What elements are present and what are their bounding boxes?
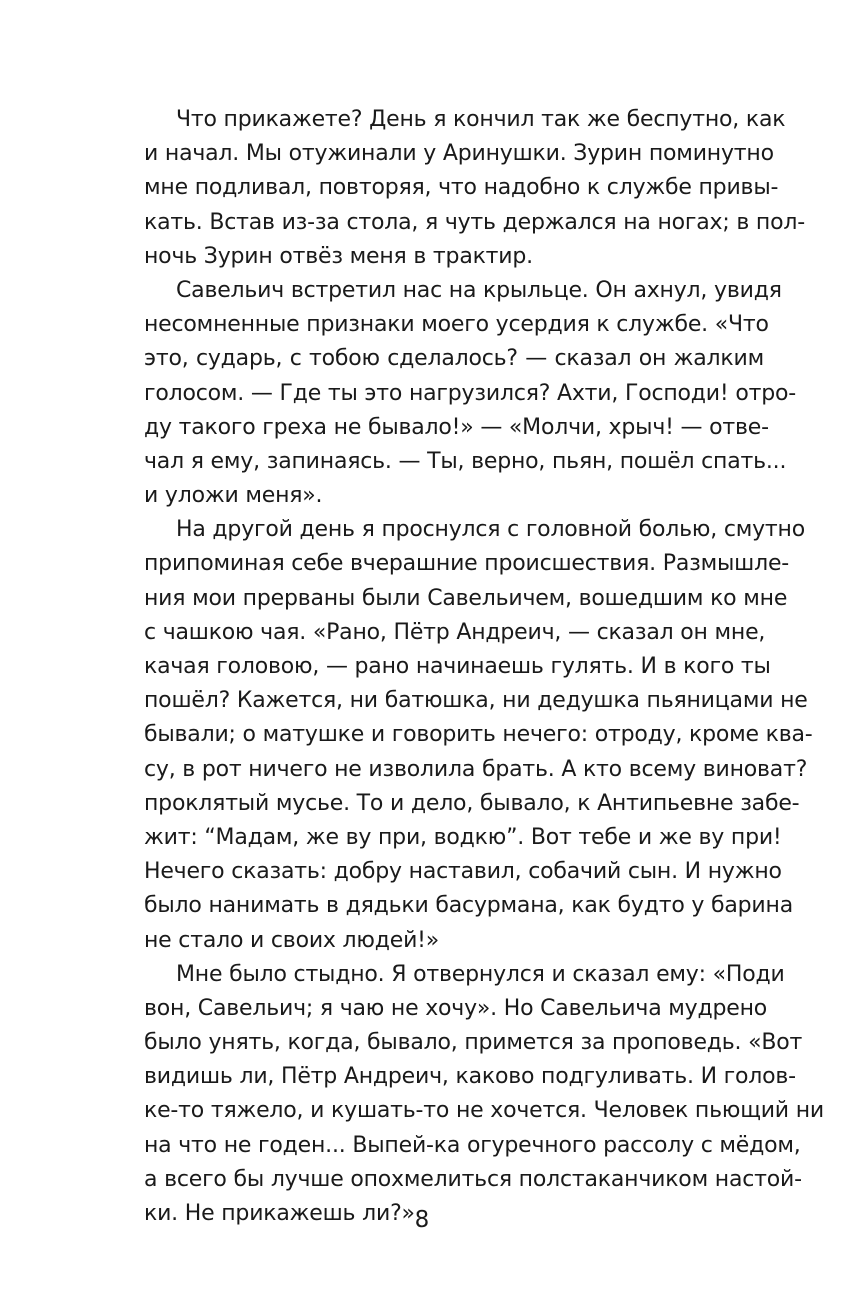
paragraph-1-line-4: кать. Встав из-за стола, я чуть держался на ногах; в пол- xyxy=(144,209,805,235)
paragraph-1-line-2: и начал. Мы отужинали у Аринушки. Зурин поминутно xyxy=(144,141,774,167)
paragraph-4-line-6: на что не годен... Выпей-ка огуречного рассолу с мёдом, xyxy=(144,1132,801,1158)
paragraph-4-line-1: Мне было стыдно. Я отвернулся и сказал ему: «Поди xyxy=(176,961,785,987)
paragraph-3-line-2: припоминая себе вчерашние происшествия. Размышле- xyxy=(144,551,790,577)
page-number: 8 xyxy=(414,1207,430,1233)
paragraph-3-line-8: су, в рот ничего не изволила брать. А кто всему виноват? xyxy=(144,756,808,782)
paragraph-3-line-12: было нанимать в дядьки басурмана, как будто у барина xyxy=(144,893,793,919)
paragraph-2-line-6: чал я ему, запинаясь. — Ты, верно, пьян, пошёл спать... xyxy=(144,448,787,474)
paragraph-2-line-3: это, сударь, с тобою сделалось? — сказал он жалким xyxy=(144,346,764,372)
paragraph-4-line-7: а всего бы лучше опохмелиться полстаканчиком настой- xyxy=(144,1166,802,1192)
paragraph-2-line-5: ду такого греха не бывало!» — «Молчи, хрыч! — отве- xyxy=(144,414,769,440)
paragraph-2-line-4: голосом. — Где ты это нагрузился? Ахти, Господи! отро- xyxy=(144,380,796,406)
paragraph-4-line-5: ке-то тяжело, и кушать-то не хочется. Человек пьющий ни xyxy=(144,1098,824,1124)
paragraph-3-line-6: пошёл? Кажется, ни батюшка, ни дедушка пьяницами не xyxy=(144,688,808,714)
paragraph-3-line-4: с чашкою чая. «Рано, Пётр Андреич, — сказал он мне, xyxy=(144,619,766,645)
paragraph-3-line-10: жит: “Мадам, же ву при, водкю”. Вот тебе и же ву при! xyxy=(144,824,782,850)
paragraph-4-line-2: вон, Савельич; я чаю не хочу». Но Савельича мудрено xyxy=(144,995,768,1021)
paragraph-4-line-4: видишь ли, Пётр Андреич, каково подгуливать. И голов- xyxy=(144,1064,796,1090)
paragraph-3-line-7: бывали; о матушке и говорить нечего: отроду, кроме ква- xyxy=(144,722,813,748)
paragraph-3-line-3: ния мои прерваны были Савельичем, вошедшим ко мне xyxy=(144,585,788,611)
paragraph-4-line-3: было унять, когда, бывало, примется за проповедь. «Вот xyxy=(144,1030,803,1056)
paragraph-2-line-1: Савельич встретил нас на крыльце. Он ахнул, увидя xyxy=(176,277,782,303)
paragraph-3-line-9: проклятый мусье. То и дело, бывало, к Антипьевне забе- xyxy=(144,790,800,816)
paragraph-3-line-1: На другой день я проснулся с головной болью, смутно xyxy=(176,517,805,543)
paragraph-3-line-13: не стало и своих людей!» xyxy=(144,927,440,953)
paragraph-1-line-5: ночь Зурин отвёз меня в трактир. xyxy=(144,243,533,269)
paragraph-2-line-2: несомненные признаки моего усердия к службе. «Что xyxy=(144,312,769,338)
paragraph-3-line-5: качая головою, — рано начинаешь гулять. И в кого ты xyxy=(144,654,771,679)
paragraph-4-line-8: ки. Не прикажешь ли?» xyxy=(144,1201,415,1226)
body-text xyxy=(144,103,824,1231)
paragraph-3-line-11: Нечего сказать: добру наставил, собачий сын. И нужно xyxy=(144,859,782,885)
paragraph-1-line-3: мне подливал, повторяя, что надобно к службе привы- xyxy=(144,175,779,201)
paragraph-1-line-1: Что прикажете? День я кончил так же беспутно, как xyxy=(176,107,786,132)
paragraph-2-line-7: и уложи меня». xyxy=(144,483,323,509)
